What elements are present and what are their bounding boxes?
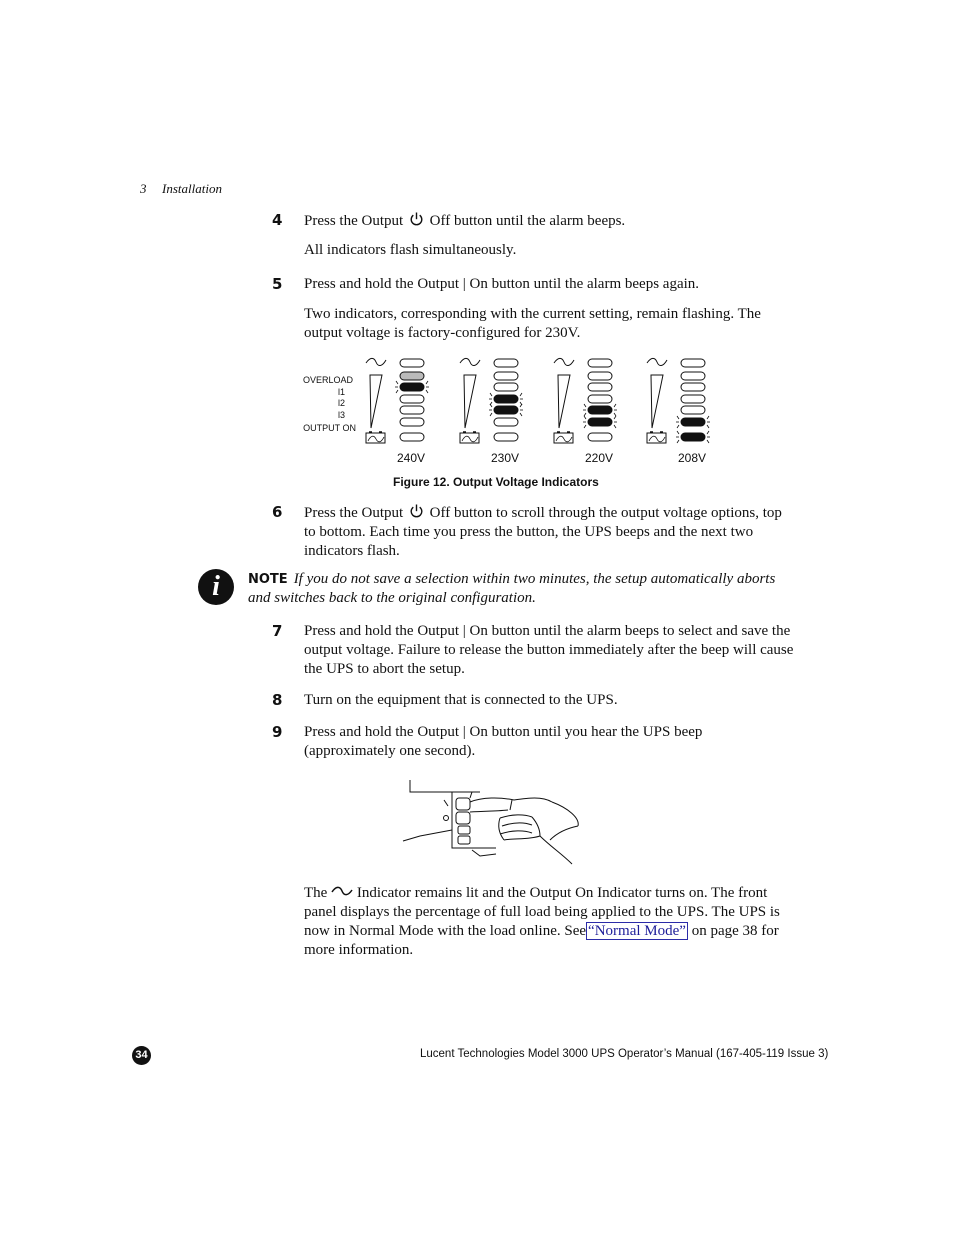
closing-text-part: The bbox=[304, 885, 328, 901]
l2-label: l2 bbox=[337, 398, 345, 408]
flash-ray bbox=[707, 440, 709, 443]
flash-ray bbox=[707, 416, 709, 419]
indicator-led bbox=[681, 395, 705, 403]
step-text bbox=[304, 503, 794, 561]
step-number: 5 bbox=[272, 275, 283, 293]
flash-ray bbox=[677, 440, 679, 443]
indicator-led bbox=[494, 418, 518, 426]
step-text: Press and hold the Output | On button until the alarm beeps to select and save the output voltage. Failure to release the button immediately after the beep will cause the UPS to abort the setup. bbox=[304, 623, 794, 677]
power-icon bbox=[409, 503, 424, 519]
indicator-panel bbox=[554, 358, 617, 443]
indicator-led bbox=[494, 359, 518, 367]
flash-ray bbox=[614, 416, 616, 419]
flash-ray bbox=[584, 425, 586, 428]
output-on-label: OUTPUT ON bbox=[303, 423, 356, 433]
battery-wave bbox=[462, 436, 478, 442]
hand-pressing-button-illustration bbox=[400, 770, 585, 866]
note-block bbox=[248, 570, 793, 608]
flash-ray bbox=[520, 404, 522, 407]
power-icon bbox=[409, 211, 424, 227]
normal-mode-link[interactable]: “Normal Mode” bbox=[588, 923, 686, 939]
sine-icon bbox=[366, 358, 386, 365]
indicator-led bbox=[400, 395, 424, 403]
indicator-led bbox=[494, 395, 518, 403]
indicator-led bbox=[681, 359, 705, 367]
indicator-led bbox=[681, 372, 705, 380]
flash-ray bbox=[677, 431, 679, 434]
indicator-led bbox=[400, 383, 424, 391]
flash-ray bbox=[584, 404, 586, 407]
step-number: 8 bbox=[272, 691, 283, 709]
flash-ray bbox=[426, 381, 428, 384]
flash-ray bbox=[677, 416, 679, 419]
flash-ray bbox=[584, 416, 586, 419]
page-number: 34 bbox=[132, 1046, 151, 1065]
flash-ray bbox=[614, 413, 616, 416]
indicator-led bbox=[400, 433, 424, 441]
voltage-label-220: 220V bbox=[584, 451, 614, 465]
flash-ray bbox=[520, 393, 522, 396]
flash-ray bbox=[490, 404, 492, 407]
flash-ray bbox=[614, 404, 616, 407]
indicator-led bbox=[588, 418, 612, 426]
load-wedge-icon bbox=[370, 375, 382, 428]
flash-ray bbox=[396, 381, 398, 384]
step-number: 4 bbox=[272, 211, 283, 229]
output-voltage-indicators-figure bbox=[300, 354, 720, 470]
flash-ray bbox=[707, 425, 709, 428]
sine-icon bbox=[554, 358, 574, 365]
indicator-led bbox=[588, 395, 612, 403]
footer-text: Lucent Technologies Model 3000 UPS Operator’s Manual (167-405-119 Issue 3) bbox=[420, 1048, 829, 1060]
indicator-led bbox=[400, 418, 424, 426]
step-text-part: Off button until the alarm beeps. bbox=[429, 213, 626, 229]
flash-ray bbox=[677, 425, 679, 428]
step-text: Press and hold the Output | On button until you hear the UPS beep (approximately one second). bbox=[304, 724, 703, 759]
flash-ray bbox=[490, 413, 492, 416]
battery-wave bbox=[649, 436, 665, 442]
closing-text-part: Indicator remains lit and the Output On Indicator turns on. The front panel displays the percentage of full load being applied to the UPS. The UPS is now in Normal Mode with the load online. See bbox=[304, 885, 780, 939]
step-number: 6 bbox=[272, 503, 283, 521]
voltage-label-208: 208V bbox=[677, 451, 707, 465]
indicator-led bbox=[588, 383, 612, 391]
flash-ray bbox=[520, 413, 522, 416]
figure-caption: Figure 12. Output Voltage Indicators bbox=[393, 475, 599, 489]
indicator-led bbox=[400, 359, 424, 367]
flash-ray bbox=[396, 390, 398, 393]
indicator-led bbox=[681, 383, 705, 391]
indicator-led bbox=[588, 433, 612, 441]
load-wedge-icon bbox=[558, 375, 570, 428]
chapter-number: 3 bbox=[140, 181, 147, 196]
flash-ray bbox=[584, 413, 586, 416]
voltage-label-240: 240V bbox=[396, 451, 426, 465]
indicator-led bbox=[494, 372, 518, 380]
load-wedge-icon bbox=[464, 375, 476, 428]
sine-icon bbox=[460, 358, 480, 365]
l3-label: l3 bbox=[337, 410, 345, 420]
step-text-part: Off button to scroll through the output voltage options, top to bottom. Each time you press the button, the UPS beeps and the next two indicators flash. bbox=[304, 505, 782, 559]
step-text-part: Press the Output bbox=[304, 505, 404, 521]
voltage-label-230: 230V bbox=[490, 451, 520, 465]
step-number: 7 bbox=[272, 622, 283, 640]
indicator-led bbox=[588, 406, 612, 414]
flash-ray bbox=[490, 393, 492, 396]
note-label: NOTE bbox=[248, 572, 288, 587]
chapter-title: Installation bbox=[162, 181, 222, 196]
ac-sine-icon bbox=[331, 885, 353, 897]
running-header bbox=[140, 179, 222, 198]
indicator-panel bbox=[647, 358, 710, 443]
indicator-led bbox=[494, 433, 518, 441]
indicator-led bbox=[400, 406, 424, 414]
closing-paragraph bbox=[304, 884, 784, 960]
indicator-led bbox=[588, 359, 612, 367]
step-text-part: Press the Output bbox=[304, 213, 404, 229]
step-number: 9 bbox=[272, 723, 283, 741]
note-text: If you do not save a selection within two minutes, the setup automatically aborts and switches back to the original configuration. bbox=[248, 571, 776, 606]
step-note: All indicators flash simultaneously. bbox=[304, 242, 517, 258]
indicator-panel bbox=[366, 358, 429, 443]
indicator-led bbox=[494, 383, 518, 391]
load-wedge-icon bbox=[651, 375, 663, 428]
indicator-led bbox=[681, 433, 705, 441]
sine-icon bbox=[647, 358, 667, 365]
flash-ray bbox=[707, 431, 709, 434]
step-note: Two indicators, corresponding with the current setting, remain flashing. The output voltage is factory-configured for 230V. bbox=[304, 306, 761, 341]
indicator-led bbox=[588, 372, 612, 380]
step-text: Press and hold the Output | On button until the alarm beeps again. bbox=[304, 276, 700, 292]
indicator-panel bbox=[460, 358, 523, 443]
indicator-led bbox=[494, 406, 518, 414]
indicator-led bbox=[400, 372, 424, 380]
overload-label: OVERLOAD bbox=[302, 375, 353, 385]
flash-ray bbox=[426, 390, 428, 393]
indicator-led bbox=[681, 406, 705, 414]
battery-wave bbox=[556, 436, 572, 442]
indicator-led bbox=[681, 418, 705, 426]
closing-text-part: on page 38 for more information. bbox=[304, 923, 779, 958]
step-text: Turn on the equipment that is connected to the UPS. bbox=[304, 692, 618, 708]
step-text bbox=[304, 211, 794, 231]
info-icon: i bbox=[198, 569, 234, 605]
flash-ray bbox=[614, 425, 616, 428]
l1-label: l1 bbox=[337, 387, 345, 397]
battery-wave bbox=[368, 436, 384, 442]
